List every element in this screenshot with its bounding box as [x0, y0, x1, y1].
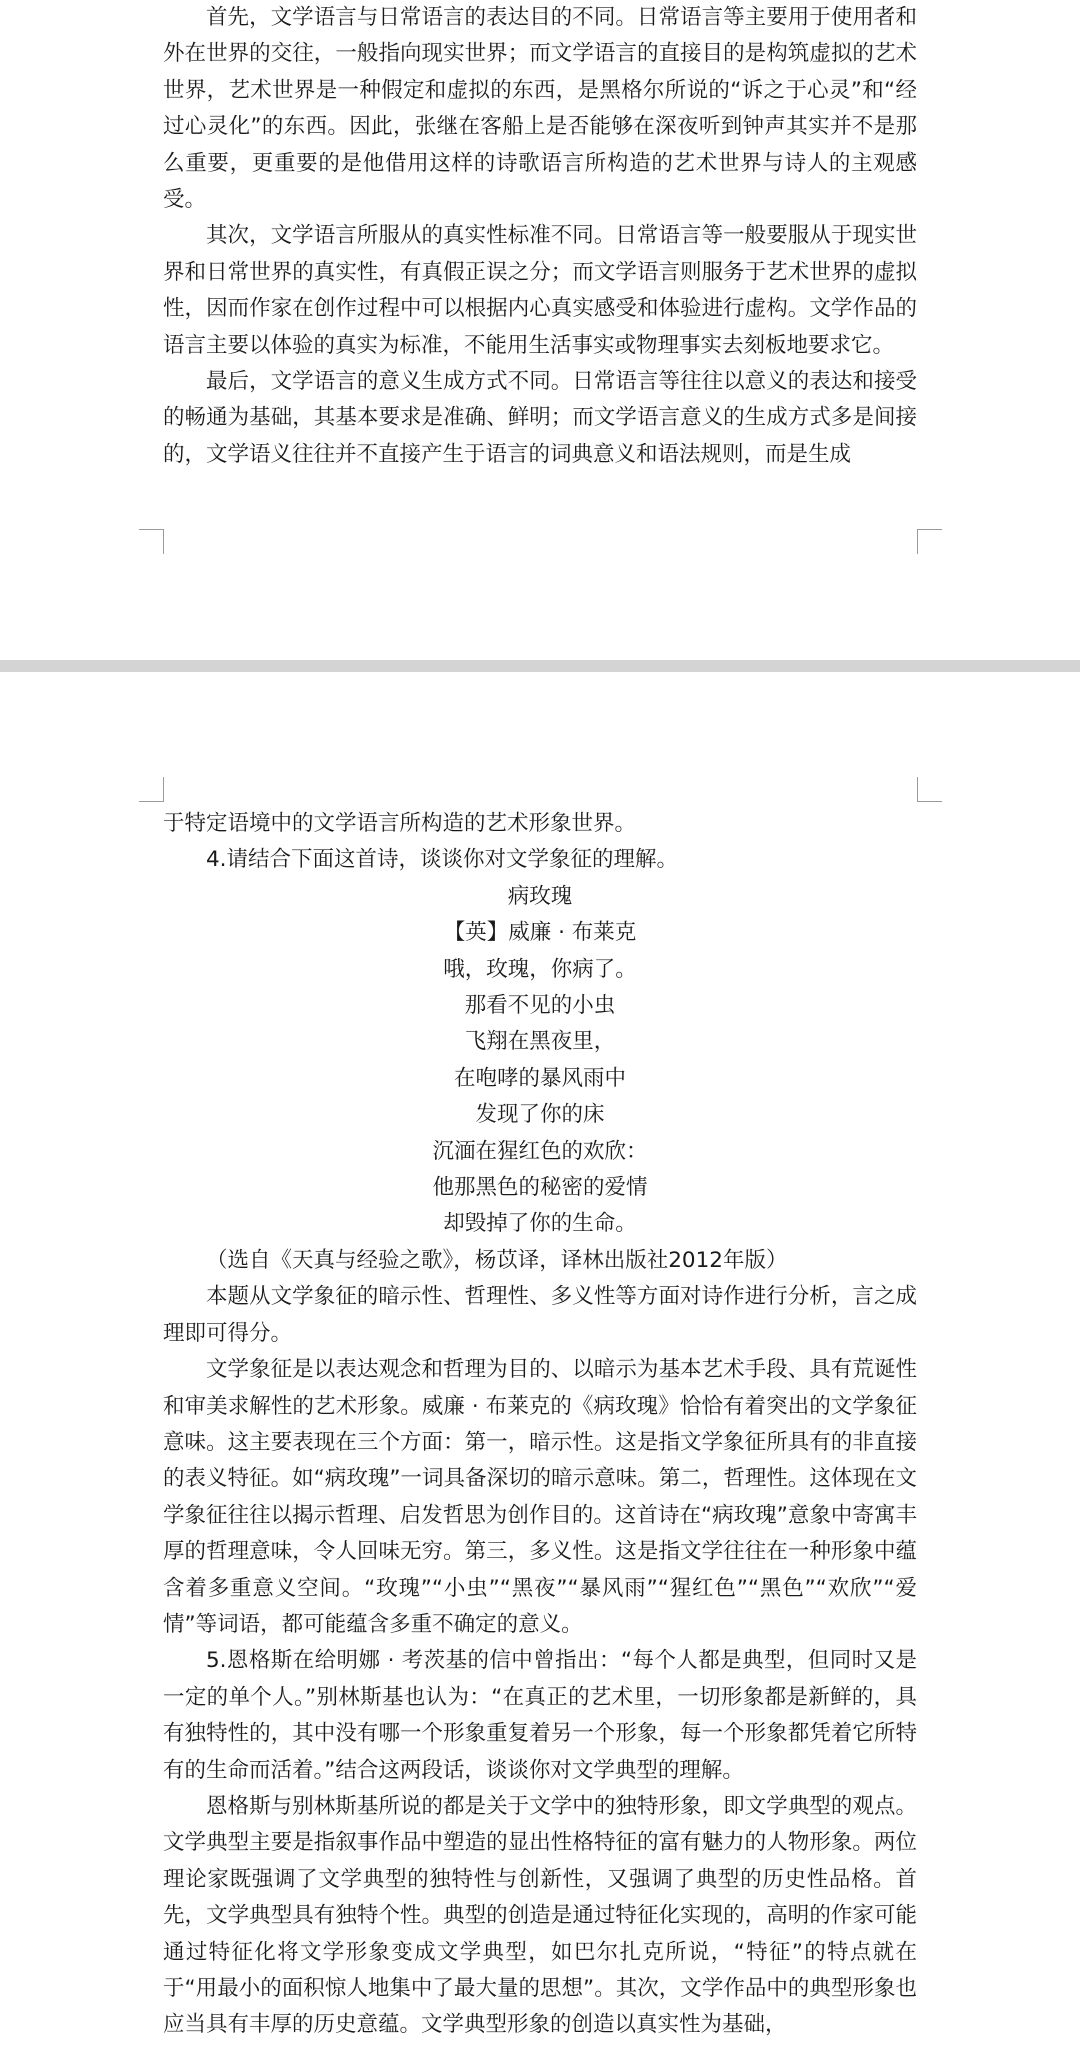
poem-line: 飞翔在黑夜里， — [464, 1029, 616, 1055]
poem-title: 病玫瑰 — [507, 883, 573, 909]
answer-5: 恩格斯与别林斯基所说的都是关于文学中的独特形象，即文学典型的观点。文学典型主要是指叙事作品中塑造的显出性格特征的富有魅力的人物形象。两位理论家既强调了文学典型的独特性与创新性，又强调了典型的历史性品格。首先，文学典型具有独特个性。典型的创造是通过特征化实现的，高明的作家可能通过特征化将文学形象变成文学典型，如巴尔扎克所说，“特征”的特点就在于“用最小的面积惊人地集中了最大量的思想”。其次，文学作品中的典型形象也应当具有丰厚的历史意蕴。文学典型形象的创造以真实性为基础， — [163, 1793, 917, 2038]
margin-corner-bottom-right — [917, 529, 942, 554]
poem-line: 哦，玫瑰，你病了。 — [443, 956, 637, 982]
document-page-2 — [0, 672, 1080, 2057]
paragraph-first-expression-purpose: 首先，文学语言与日常语言的表达目的不同。日常语言等主要用于使用者和外在世界的交往，一般指向现实世界；而文学语言的直接目的是构筑虚拟的艺术世界，艺术世界是一种假定和虚拟的东西，是黑格尔所说的“诉之于心灵”和“经过心灵化”的东西。因此，张继在客船上是否能够在深夜听到钟声其实并不是那么重要，更重要的是他借用这样的诗歌语言所构造的艺术世界与诗人的主观感受。 — [163, 5, 917, 213]
page-1-body — [163, 0, 917, 473]
poem-line: 却毁掉了你的生命。 — [443, 1211, 637, 1237]
document-page-1 — [0, 0, 1080, 660]
poem-author: 【英】威廉 · 布莱克 — [443, 920, 637, 946]
poem-line: 那看不见的小虫 — [464, 993, 616, 1019]
poem-line: 他那黑色的秘密的爱情 — [432, 1175, 648, 1201]
question-4: 4.请结合下面这首诗，谈谈你对文学象征的理解。 — [206, 847, 679, 873]
poem-line: 沉湎在猩红色的欢欣： — [432, 1138, 648, 1164]
poem-source: （选自《天真与经验之歌》，杨苡译，译林出版社2012年版） — [206, 1247, 788, 1273]
paragraph-continuation: 于特定语境中的文学语言所构造的艺术形象世界。 — [163, 811, 637, 836]
poem — [163, 879, 917, 1243]
answer-4-body: 文学象征是以表达观念和哲理为目的、以暗示为基本艺术手段、具有荒诞性和审美求解性的艺术形象。威廉 · 布莱克的《病玫瑰》恰恰有着突出的文学象征意味。这主要表现在三个方面：第一，暗示性。这是指文学象征所具有的非直接的表义特征。如“病玫瑰”一词具备深切的暗示意味。第二，哲理性。这体现在文学象征往往以揭示哲理、启发哲思为创作目的。这首诗在“病玫瑰”意象中寄寓丰厚的哲理意味，令人回味无穷。第三，多义性。这是指文学往往在一种形象中蕴含着多重意义空间。“玫瑰”“小虫”“黑夜”“暴风雨”“猩红色”“黑色”“欢欣”“爱情”等词语，都可能蕴含多重不确定的意义。 — [163, 1357, 917, 1637]
page-2-body — [163, 806, 917, 2044]
question-5: 5.恩格斯在给明娜 · 考茨基的信中曾指出：“每个人都是典型，但同时又是一定的单个人。”别林斯基也认为：“在真正的艺术里，一切形象都是新鲜的，具有独特性的，其中没有哪一个形象重复着另一个形象，每一个形象都凭着它所特有的生命而活着。”结合这两段话，谈谈你对文学典型的理解。 — [163, 1648, 917, 1783]
margin-corner-bottom-left — [139, 529, 164, 554]
page-separator — [0, 660, 1080, 672]
poem-line: 发现了你的床 — [475, 1102, 605, 1128]
answer-4-intro: 本题从文学象征的暗示性、哲理性、多义性等方面对诗作进行分析，言之成理即可得分。 — [163, 1284, 917, 1346]
paragraph-third-meaning-generation: 最后，文学语言的意义生成方式不同。日常语言等往往以意义的表达和接受的畅通为基础，其基本要求是准确、鲜明；而文学语言意义的生成方式多是间接的，文学语义往往并不直接产生于语言的词典意义和语法规则，而是生成 — [163, 369, 917, 467]
paragraph-second-truth-standard: 其次，文学语言所服从的真实性标准不同。日常语言等一般要服从于现实世界和日常世界的真实性，有真假正误之分；而文学语言则服务于艺术世界的虚拟性，因而作家在创作过程中可以根据内心真实感受和体验进行虚构。文学作品的语言主要以体验的真实为标准，不能用生活事实或物理事实去刻板地要求它。 — [163, 223, 917, 358]
margin-corner-top-left — [139, 777, 164, 802]
poem-line: 在咆哮的暴风雨中 — [453, 1065, 626, 1091]
margin-corner-top-right — [917, 777, 942, 802]
